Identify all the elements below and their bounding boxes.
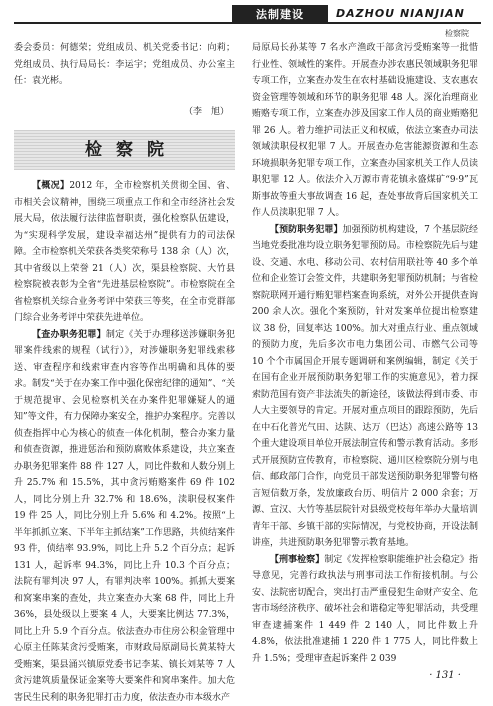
- prevention-paragraph: [252, 222, 478, 552]
- crime-investigation-text: 制定《关于办理移送涉嫌职务犯罪案件线索的规程（试行）》，对涉嫌职务犯罪线索移送、审查程序和线索审查内容等作出明确和具体的要求。制发“关于在办案工作中强化保密纪律的通知”、“关于规范提审、会见检察机关在办案件犯罪嫌疑人的通知”等文件，有力保障办案安全，推护办案程序。完善以侦查指挥中心为核心的侦查一体化机制，整合办案力量和侦查资源，推进惩治和预防腐败体系建设，共立案查办职务犯罪案件 88 件 127 人，同比件数和人数分别上升 25.7% 和 15.5%，其中贪污贿赂案件 69 件 102 人，同比分别上升 32.7% 和 18.6%，渎职侵权案件 19 件 25 人，同比分别上升 5.6% 和 4.2%。按照“上半年抓抓立案、下半年主抓结案”工作思路，共侦结案件 93 件，侦结率 93.9%，同比上升 5.2 个百分点；起诉 131 人，起诉率 94.3%，同比上升 10.3 个百分点；法院有罪判决 97 人，有罪判决率 100%。抓抓大要案和窝案串案的查处，共立案查办大案 68 件，同比上升 36%，县处级以上要案 4 人，大要案比例达 77.3%，同比上升 5.9 个百分点。依法查办市住房公积金管理中心原主任陈某贪污受贿案，市财政局原副局长黄某特大受贿案，渠县涌兴镇原党委书记李某、镇长刘某等 7 人贪污建筑质量保证金案等大要案件和窝串案件。加大危害民生民利的职务犯罪打击力度，依法查办市本级水产: [14, 330, 235, 703]
- banner-title: 检察院: [14, 130, 235, 170]
- page-number: · 131 ·: [429, 670, 461, 681]
- continued-paragraph: 局原局长孙某等 7 名水产渔政干部贪污受贿案等一批惜行业性、领域性的案件。开展查办涉农惠民领域职务犯罪专项工作，立案查办发生在农村基础设施建设、支农惠农资金管理等领域和环节的职务犯罪 48 人。深化治理商业贿赂专项工作，立案查办涉及国家工作人员的商业贿赂犯罪 26 人。着力维护司法正义和权威，依法立案查办司法领域渎职侵权犯罪 7 人。开展查办危害能源资源和生态环境损职务犯罪专项工作，立案查办国家机关工作人员读职犯罪 12 人。依法介入万源市青花镇永盛煤矿“9·9”瓦斯事故等重大事故调查 16 起，查处事故背后国家机关工作人员渎职犯罪 7 人。: [252, 40, 478, 222]
- prevention-keyword: 【预防职务犯罪】: [270, 225, 343, 235]
- overview-keyword: 【概况】: [32, 181, 69, 191]
- overview-text: 2012 年，全市检察机关贯彻全国、省、市相关会议精神，围绕三项重点工作和全市经济社会发展大局，依法履行法律监督职责，强化检察队伍建设，为“实现科学发展，建设幸福达州”提供有力的司法保障。全市检察机关荣获各类奖荣称号 138 余（人）次，其中省级以上荣誉 21（人）次，渠县检察院、大竹县检察院被表彰为全省“先进基层检察院”。市检察院在全省检察机关综合业务考评中荣获三等奖，在全市党群部门综合业务考评中荣获先进单位。: [14, 181, 235, 323]
- criminal-prosecution-keyword: 【刑事检察】: [270, 555, 324, 565]
- right-column: [252, 40, 478, 667]
- subsection-label: 检察院: [445, 28, 469, 39]
- prevention-text: 加强预防机构建设，7 个基层院经当地党委批准均设立职务犯罪预防局。市检察院先后与建设、交通、水电、移动公司、农村信用联社等 40 多个单位和企业签订会签文件，共建职务犯罪预防机制；与省检察院联网开通行贿犯罪档案查询系统，对外公开提供查询 200 余人次。强化个案预防，针对发案单位提出检察建议 38 份，回复率达 100%。加大对重点行业、重点领域的预防力度，先后多次市电力集团公司、市燃气公司等 10 个个市属国企开展专题调研和案例编辑，制定《关于在国有企业开展预防职务犯罪工作的实施意见》，着力探索防范国有资产非法流失的新途径，该做法得到市委、市人大主要领导的肯定。开展对重点项目的跟踪预防，先后在中石化普光气田、达陕、达万（巴达）高速公路等 13 个重大建设项目单位开展法制宣传和警示教育活动。多形式开展预防宣传教育，市检察院、通川区检察院分别与电信、邮政部门合作，向党员干部发送预防职务犯罪警句格言短信数万条，发放廉政台历、明信片 2 000 余套；万源、宣汉、大竹等基层院针对县级党校每年举办大量培训青年干部、乡镇干部的实际情况，与党校协商，开设法制讲座，共进预防职务犯罪警示教育基地。: [252, 225, 478, 549]
- crime-investigation-keyword: 【查办职务犯罪】: [32, 330, 106, 340]
- criminal-prosecution-text: 制定《发挥检察职能维护社会稳定》指导意见，完善行政执法与刑事司法工作衔接机制。与公安、法院密切配合，突出打击严重侵犯生命财产安全、危害市场经济秩序、破坏社会和谐稳定等犯罪活动，共受理审查逮捕案件 1 449 件 2 140 人，同比件数上升 4.8%，依法批准逮捕 1 220 件 1 775 人，同比件数上升 1.5%；受理审查起诉案件 2 039: [252, 555, 478, 664]
- left-column: [14, 40, 235, 706]
- criminal-prosecution-paragraph: [252, 552, 478, 668]
- intro-paragraph: 委会委员：何德荣；党组成员、机关党委书记：向莉；党组成员、执行局局长：李运宇；党组成员、办公室主任：袁光彬。: [14, 40, 235, 90]
- section-tag: 法制建设: [232, 5, 328, 24]
- journal-title: DAZHOU NIANJIAN: [336, 7, 465, 20]
- section-banner: [14, 130, 235, 170]
- page-header: [0, 0, 493, 42]
- author-signature: （李 旭）: [14, 104, 235, 121]
- overview-paragraph: [14, 178, 235, 327]
- crime-investigation-paragraph: [14, 327, 235, 706]
